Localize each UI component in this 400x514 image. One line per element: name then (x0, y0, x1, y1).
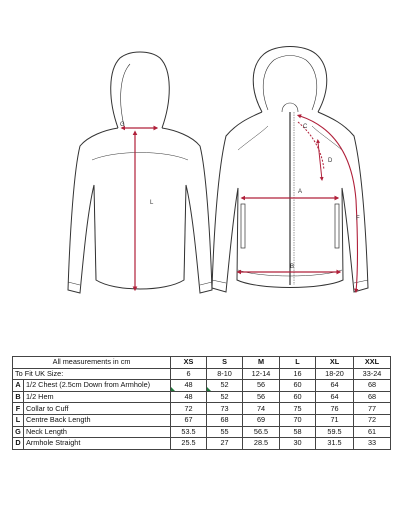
row-value: 52 (207, 380, 243, 392)
row-value: 53.5 (171, 426, 207, 438)
row-value: 31.5 (316, 438, 354, 450)
row-code: B (13, 391, 24, 403)
fit-value: 16 (280, 368, 316, 380)
row-value: 60 (280, 391, 316, 403)
row-value: 64 (316, 391, 354, 403)
marker-l: L (150, 200, 154, 206)
measurement-row-b (13, 391, 391, 403)
row-value: 58 (280, 426, 316, 438)
marker-f: F (356, 216, 360, 222)
row-value: 69 (243, 414, 280, 426)
row-value: 61 (354, 426, 391, 438)
row-value: 75 (280, 403, 316, 415)
marker-a: A (298, 189, 303, 195)
row-code: D (13, 438, 24, 450)
row-value: 68 (207, 414, 243, 426)
size-xxl: XXL (354, 357, 391, 369)
row-name: Neck Length (24, 426, 171, 438)
size-s: S (207, 357, 243, 369)
row-value: 73 (207, 403, 243, 415)
row-value: 59.5 (316, 426, 354, 438)
measure-line-d (318, 142, 322, 180)
measurements-note: All measurements in cm (13, 357, 171, 369)
size-m: M (243, 357, 280, 369)
measure-line-f (300, 116, 358, 292)
jacket-front-view (212, 47, 368, 293)
row-value: 52 (207, 391, 243, 403)
row-value: 60 (280, 380, 316, 392)
row-value: 56.5 (243, 426, 280, 438)
fit-value: 18-20 (316, 368, 354, 380)
marker-c: C (303, 124, 308, 130)
size-chart-table (12, 356, 391, 450)
fit-value: 8-10 (207, 368, 243, 380)
row-value: 72 (354, 414, 391, 426)
measurement-row-g (13, 426, 391, 438)
row-value: 64 (316, 380, 354, 392)
row-value: 56 (243, 380, 280, 392)
row-value: 68 (354, 391, 391, 403)
row-value: 77 (354, 403, 391, 415)
size-header-row (13, 357, 391, 369)
row-value: 25.5 (171, 438, 207, 450)
row-value: 33 (354, 438, 391, 450)
jacket-back-view (68, 52, 212, 293)
measurement-row-a (13, 380, 391, 392)
row-name: Armhole Straight (24, 438, 171, 450)
row-name: 1/2 Hem (24, 391, 171, 403)
row-name: 1/2 Chest (2.5cm Down from Armhole) (24, 380, 171, 392)
row-value: 72 (171, 403, 207, 415)
row-name: Collar to Cuff (24, 403, 171, 415)
row-value: 48 (171, 391, 207, 403)
row-value: 68 (354, 380, 391, 392)
measurement-row-l (13, 414, 391, 426)
size-xl: XL (316, 357, 354, 369)
row-value: 76 (316, 403, 354, 415)
row-value: 74 (243, 403, 280, 415)
row-value: 55 (207, 426, 243, 438)
row-value: 28.5 (243, 438, 280, 450)
row-code: A (13, 380, 24, 392)
row-value: 67 (171, 414, 207, 426)
row-value: 71 (316, 414, 354, 426)
row-value: 27 (207, 438, 243, 450)
row-code: G (13, 426, 24, 438)
marker-g: G (120, 122, 125, 128)
measurement-row-f (13, 403, 391, 415)
row-code: L (13, 414, 24, 426)
row-value: 70 (280, 414, 316, 426)
fit-uk-size-row (13, 368, 391, 380)
marker-d: D (328, 158, 333, 164)
row-name: Centre Back Length (24, 414, 171, 426)
row-value: 48 (171, 380, 207, 392)
fit-value: 6 (171, 368, 207, 380)
size-l: L (280, 357, 316, 369)
fit-value: 33-24 (354, 368, 391, 380)
fit-value: 12-14 (243, 368, 280, 380)
row-code: F (13, 403, 24, 415)
fit-label: To Fit UK Size: (13, 368, 171, 380)
marker-b: B (290, 264, 295, 270)
measurement-row-d (13, 438, 391, 450)
row-value: 56 (243, 391, 280, 403)
size-xs: XS (171, 357, 207, 369)
row-value: 30 (280, 438, 316, 450)
